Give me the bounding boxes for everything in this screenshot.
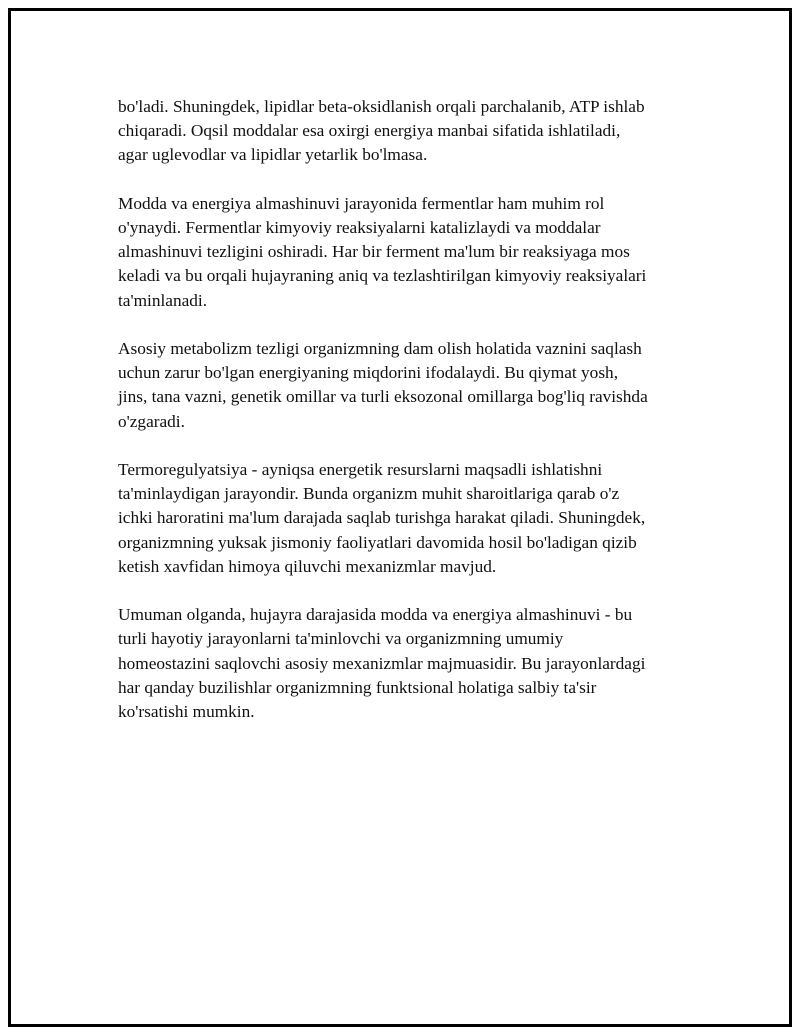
paragraph-2 — [118, 192, 698, 313]
text-line: ichki haroratini ma'lum darajada saqlab turishga harakat qiladi. Shuningdek, — [118, 508, 646, 528]
paragraph-1 — [118, 95, 698, 168]
text-line: ta'minlaydigan jarayondir. Bunda organizm muhit sharoitlariga qarab o'z — [118, 484, 620, 504]
text-line: ta'minlanadi. — [118, 290, 208, 310]
text-line: ketish xavfidan himoya qiluvchi mexanizmlar mavjud. — [118, 556, 497, 576]
text-line: keladi va bu orqali hujayraning aniq va tezlashtirilgan kimyoviy reaksiyalari — [118, 266, 647, 286]
text-line: Modda va energiya almashinuvi jarayonida fermentlar ham muhim rol — [118, 193, 605, 213]
text-line: Asosiy metabolizm tezligi organizmning dam olish holatida vaznini saqlash — [118, 339, 642, 358]
text-line: Termoregulyatsiya - ayniqsa energetik resurslarni maqsadli ishlatishni — [118, 460, 603, 479]
text-line: uchun zarur bo'lgan energiyaning miqdorini ifodalaydi. Bu qiymat yosh, — [118, 363, 619, 383]
text-line: ko'rsatishi mumkin. — [118, 702, 255, 722]
document-page — [8, 8, 792, 1027]
text-line: har qanday buzilishlar organizmning funktsional holatiga salbiy ta'sir — [118, 677, 597, 697]
text-line: agar uglevodlar va lipidlar yetarlik bo'lmasa. — [118, 145, 428, 165]
text-line: chiqaradi. Oqsil moddalar esa oxirgi energiya manbai sifatida ishlatiladi, — [118, 121, 621, 141]
text-line: organizmning yuksak jismoniy faoliyatlari davomida hosil bo'ladigan qizib — [118, 532, 637, 552]
text-line: almashinuvi tezligini oshiradi. Har bir ferment ma'lum bir reaksiyaga mos — [118, 242, 630, 262]
text-line: bo'ladi. Shuningdek, lipidlar beta-oksidlanish orqali parchalanib, ATP ishlab — [118, 97, 645, 116]
text-line: turli hayotiy jarayonlarni ta'minlovchi va organizmning umumiy — [118, 629, 564, 649]
text-line: Umuman olganda, hujayra darajasida modda va energiya almashinuvi - bu — [118, 605, 633, 625]
paragraph-3 — [118, 337, 698, 434]
paragraph-4 — [118, 458, 698, 579]
text-line: jins, tana vazni, genetik omillar va turli eksozonal omillarga bog'liq ravishda — [118, 387, 648, 407]
paragraph-5 — [118, 603, 698, 724]
document-body — [118, 95, 698, 748]
text-line: homeostazini saqlovchi asosiy mexanizmlar majmuasidir. Bu jarayonlardagi — [118, 653, 646, 673]
text-line: o'zgaradi. — [118, 411, 185, 431]
text-line: o'ynaydi. Fermentlar kimyoviy reaksiyalarni katalizlaydi va moddalar — [118, 218, 601, 237]
